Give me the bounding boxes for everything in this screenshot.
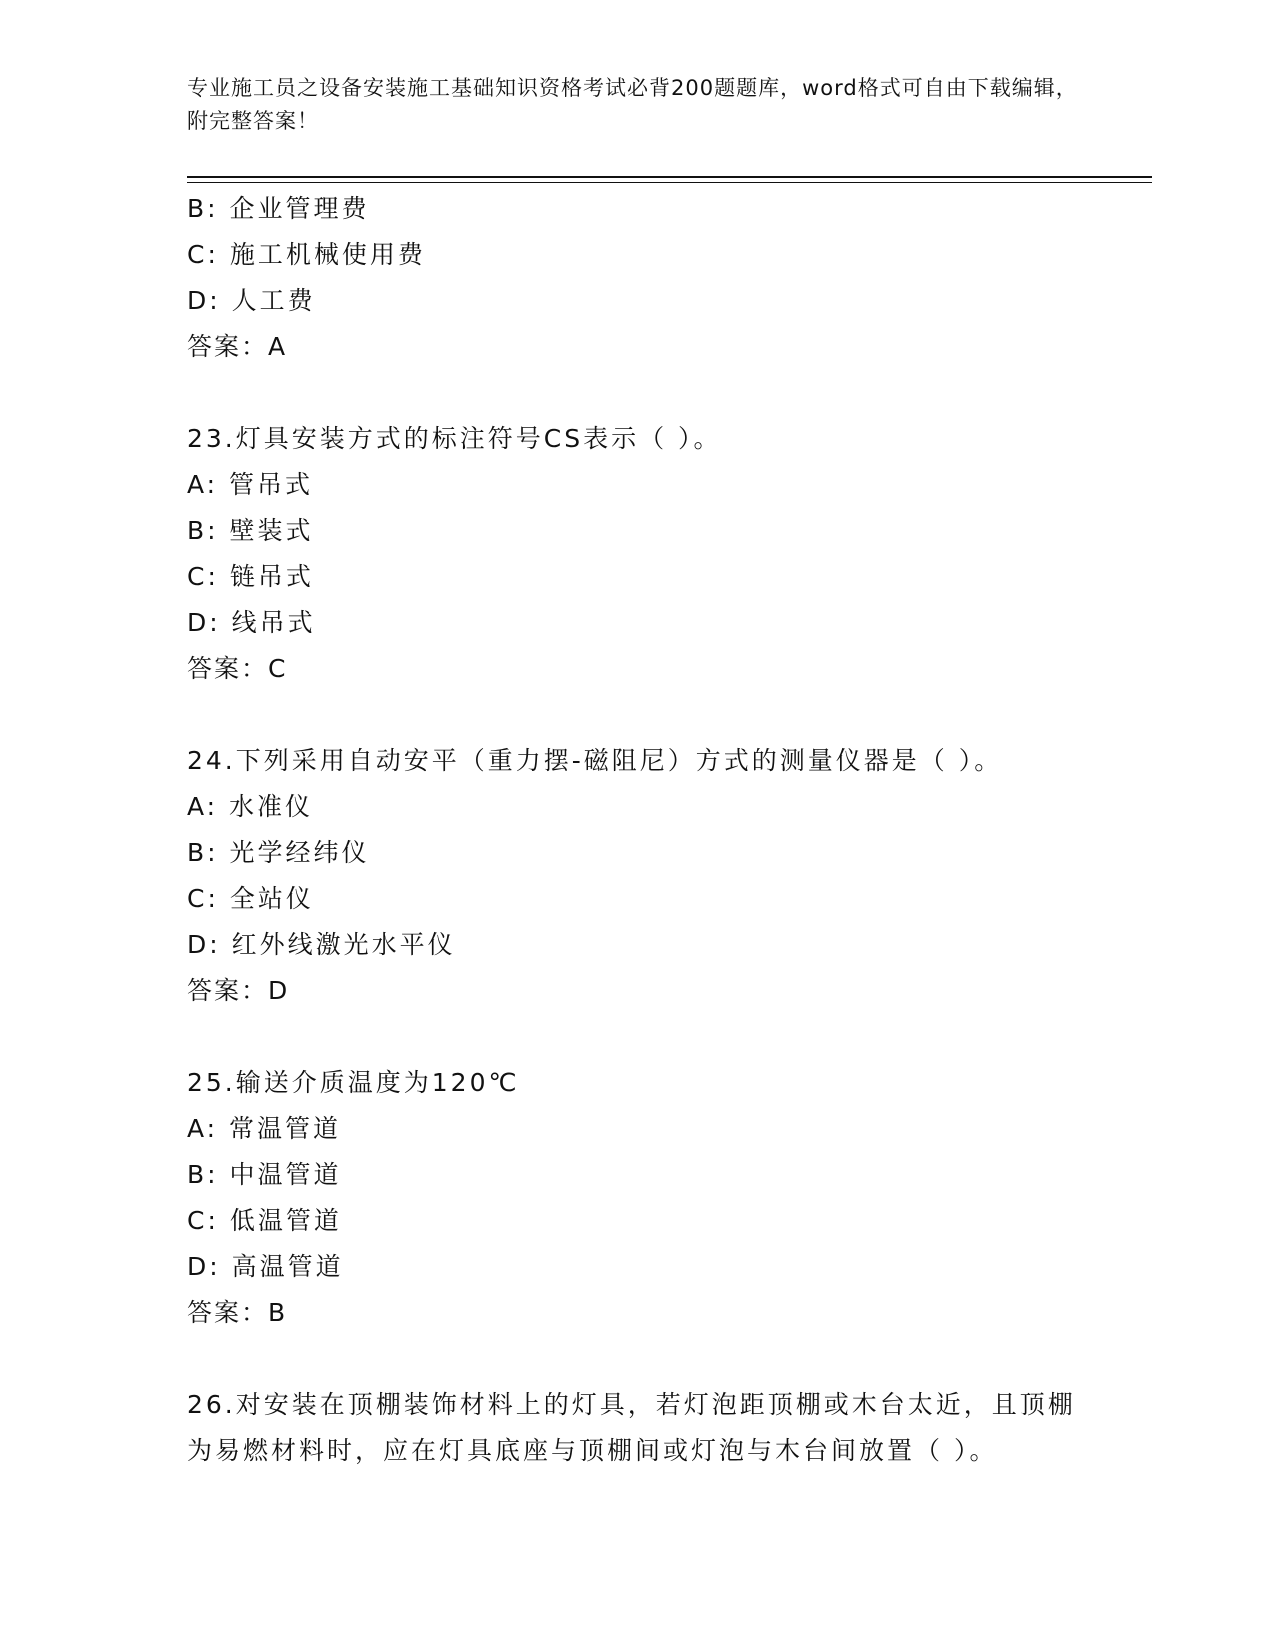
option-a: A: 水准仪: [187, 792, 314, 821]
question-24: [187, 738, 1152, 1014]
question-list: [187, 186, 1152, 1474]
option-a: A: 常温管道: [187, 1114, 342, 1143]
question-22-tail: [187, 186, 1152, 370]
option-b: B: 光学经纬仪: [187, 838, 370, 867]
question-stem: 24.下列采用自动安平（重力摆-磁阻尼）方式的测量仪器是（ ）。: [187, 746, 1003, 775]
spacer: [187, 1336, 1152, 1382]
answer-line: [187, 324, 1152, 370]
answer-label: 答案：: [187, 1298, 269, 1327]
option-d: D: 红外线激光水平仪: [187, 930, 456, 959]
option-b: B: 中温管道: [187, 1160, 342, 1189]
option-d: D: 人工费: [187, 286, 316, 315]
header-rule-thick: [187, 176, 1152, 178]
header-rule-thin: [187, 182, 1152, 183]
spacer: [187, 370, 1152, 416]
option-b: B: 企业管理费: [187, 194, 370, 223]
document-header: [187, 72, 1087, 138]
answer-line: [187, 646, 1152, 692]
answer-value: D: [268, 976, 288, 1005]
answer-value: B: [268, 1298, 286, 1327]
question-stem: 25.输送介质温度为120℃: [187, 1068, 520, 1097]
option-c: C: 低温管道: [187, 1206, 342, 1235]
option-c: C: 全站仪: [187, 884, 314, 913]
answer-label: 答案：: [187, 332, 269, 361]
option-b: B: 壁装式: [187, 516, 314, 545]
answer-label: 答案：: [187, 654, 269, 683]
question-26: [187, 1382, 1152, 1474]
answer-value: A: [268, 332, 286, 361]
answer-label: 答案：: [187, 976, 269, 1005]
option-d: D: 高温管道: [187, 1252, 344, 1281]
question-stem: 26.对安装在顶棚装饰材料上的灯具，若灯泡距顶棚或木台太近，且顶棚为易燃材料时，应在灯具底座与顶棚间或灯泡与木台间放置（ ）。: [187, 1390, 1076, 1465]
question-25: [187, 1060, 1152, 1336]
spacer: [187, 1014, 1152, 1060]
option-c: C: 施工机械使用费: [187, 240, 426, 269]
answer-line: [187, 1290, 1152, 1336]
option-d: D: 线吊式: [187, 608, 316, 637]
answer-line: [187, 968, 1152, 1014]
spacer: [187, 692, 1152, 738]
option-c: C: 链吊式: [187, 562, 314, 591]
question-23: [187, 416, 1152, 692]
option-a: A: 管吊式: [187, 470, 314, 499]
answer-value: C: [268, 654, 286, 683]
header-title: 专业施工员之设备安装施工基础知识资格考试必背200题题库，word格式可自由下载编辑，附完整答案！: [187, 76, 1078, 133]
question-stem: 23.灯具安装方式的标注符号CS表示（ ）。: [187, 424, 722, 453]
